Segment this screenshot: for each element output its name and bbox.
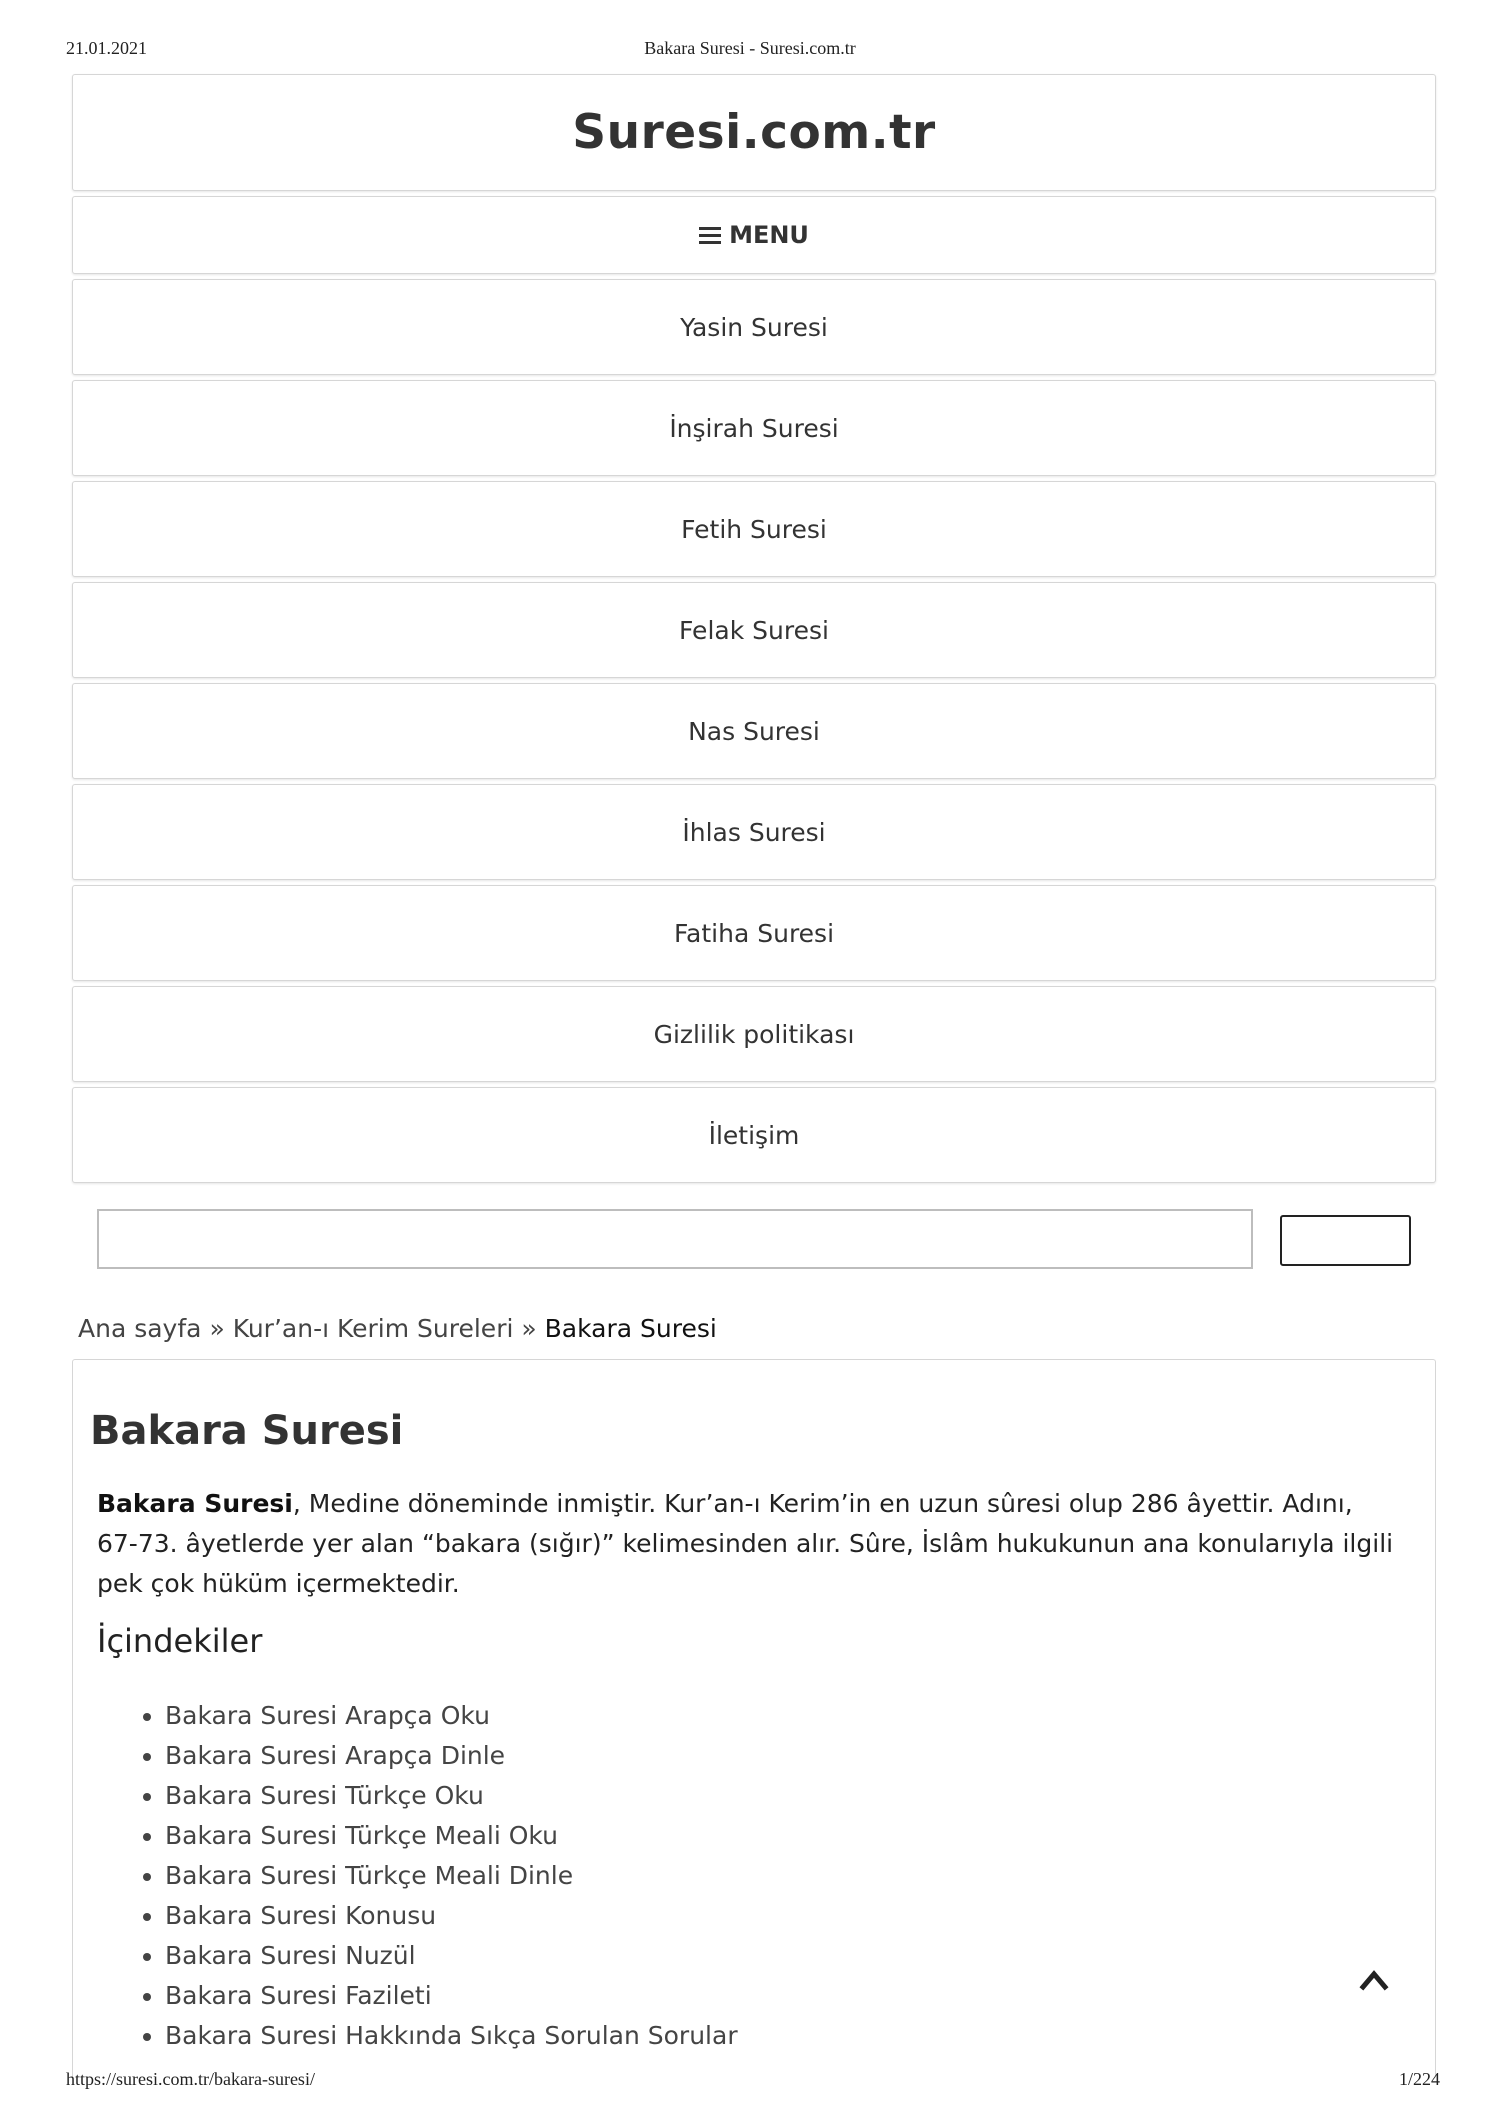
breadcrumb-category-link[interactable]: Kur’an-ı Kerim Sureleri: [232, 1314, 514, 1343]
nav-item[interactable]: [72, 481, 1436, 577]
nav-item[interactable]: [72, 1087, 1436, 1183]
toc-item: [165, 1976, 738, 2016]
nav-item[interactable]: [72, 279, 1436, 375]
breadcrumb-separator: »: [209, 1314, 225, 1343]
intro-bold-term: Bakara Suresi: [97, 1489, 293, 1518]
menu-toggle-button[interactable]: [72, 196, 1436, 274]
hamburger-icon: [699, 226, 721, 244]
toc-link[interactable]: Bakara Suresi Türkçe Meali Oku: [165, 1821, 558, 1850]
toc-item: [165, 1696, 738, 1736]
toc-link[interactable]: Bakara Suresi Hakkında Sıkça Sorulan Sorular: [165, 2021, 738, 2050]
toc-link[interactable]: Bakara Suresi Konusu: [165, 1901, 437, 1930]
toc-heading: İçindekiler: [97, 1622, 263, 1660]
toc-item: [165, 1776, 738, 1816]
back-to-top-button[interactable]: [1352, 1960, 1396, 2000]
toc-item: [165, 2016, 738, 2056]
toc-link[interactable]: Bakara Suresi Türkçe Oku: [165, 1781, 484, 1810]
page-title: Bakara Suresi: [90, 1408, 404, 1454]
nav-item-label: İhlas Suresi: [682, 817, 826, 847]
nav-item[interactable]: [72, 784, 1436, 880]
nav-item-label: Yasin Suresi: [680, 312, 828, 342]
breadcrumb-current: Bakara Suresi: [544, 1314, 717, 1343]
menu-toggle-label: MENU: [729, 221, 809, 249]
nav-item[interactable]: [72, 885, 1436, 981]
breadcrumb-home-link[interactable]: Ana sayfa: [78, 1314, 202, 1343]
nav-item[interactable]: [72, 683, 1436, 779]
toc-link[interactable]: Bakara Suresi Türkçe Meali Dinle: [165, 1861, 574, 1890]
nav-item-label: Felak Suresi: [679, 615, 829, 645]
search-button[interactable]: [1280, 1215, 1411, 1266]
breadcrumb-separator: »: [521, 1314, 537, 1343]
print-date: 21.01.2021: [66, 38, 147, 58]
article-card: [72, 1359, 1436, 2079]
article-intro: [97, 1484, 1397, 1604]
chevron-up-icon: [1359, 1969, 1389, 1991]
nav-item[interactable]: [72, 986, 1436, 1082]
toc-link[interactable]: Bakara Suresi Arapça Oku: [165, 1701, 490, 1730]
print-document-title: Bakara Suresi - Suresi.com.tr: [644, 38, 856, 58]
toc-item: [165, 1816, 738, 1856]
print-page-indicator: 1/224: [1398, 2069, 1440, 2089]
toc-link[interactable]: Bakara Suresi Fazileti: [165, 1981, 432, 2010]
nav-item-label: İletişim: [708, 1120, 800, 1150]
nav-item[interactable]: [72, 380, 1436, 476]
intro-text: , Medine döneminde inmiştir. Kur’an-ı Kerim’in en uzun sûresi olup 286 âyettir. Adını, 67-73. âyetlerde yer alan “bakara (sığır)” kelimesinden alır. Sûre, İslâm hukukunun ana konularıyla ilgili pek çok hüküm içermektedir.: [97, 1489, 1394, 1598]
nav-item-label: Fetih Suresi: [681, 514, 827, 544]
toc-item: [165, 1856, 738, 1896]
toc-item: [165, 1936, 738, 1976]
search-input[interactable]: [97, 1209, 1253, 1269]
nav-item-label: İnşirah Suresi: [669, 413, 839, 443]
print-url: https://suresi.com.tr/bakara-suresi/: [66, 2069, 315, 2089]
breadcrumb: [78, 1314, 717, 1343]
table-of-contents: [123, 1696, 738, 2056]
site-header: [72, 74, 1436, 191]
nav-item-label: Nas Suresi: [688, 716, 820, 746]
nav-item-label: Fatiha Suresi: [673, 918, 835, 948]
toc-link[interactable]: Bakara Suresi Nuzül: [165, 1941, 416, 1970]
toc-item: [165, 1896, 738, 1936]
site-title[interactable]: Suresi.com.tr: [572, 105, 936, 160]
toc-link[interactable]: Bakara Suresi Arapça Dinle: [165, 1741, 506, 1770]
toc-item: [165, 1736, 738, 1776]
nav-item-label: Gizlilik politikası: [653, 1019, 855, 1049]
nav-item[interactable]: [72, 582, 1436, 678]
